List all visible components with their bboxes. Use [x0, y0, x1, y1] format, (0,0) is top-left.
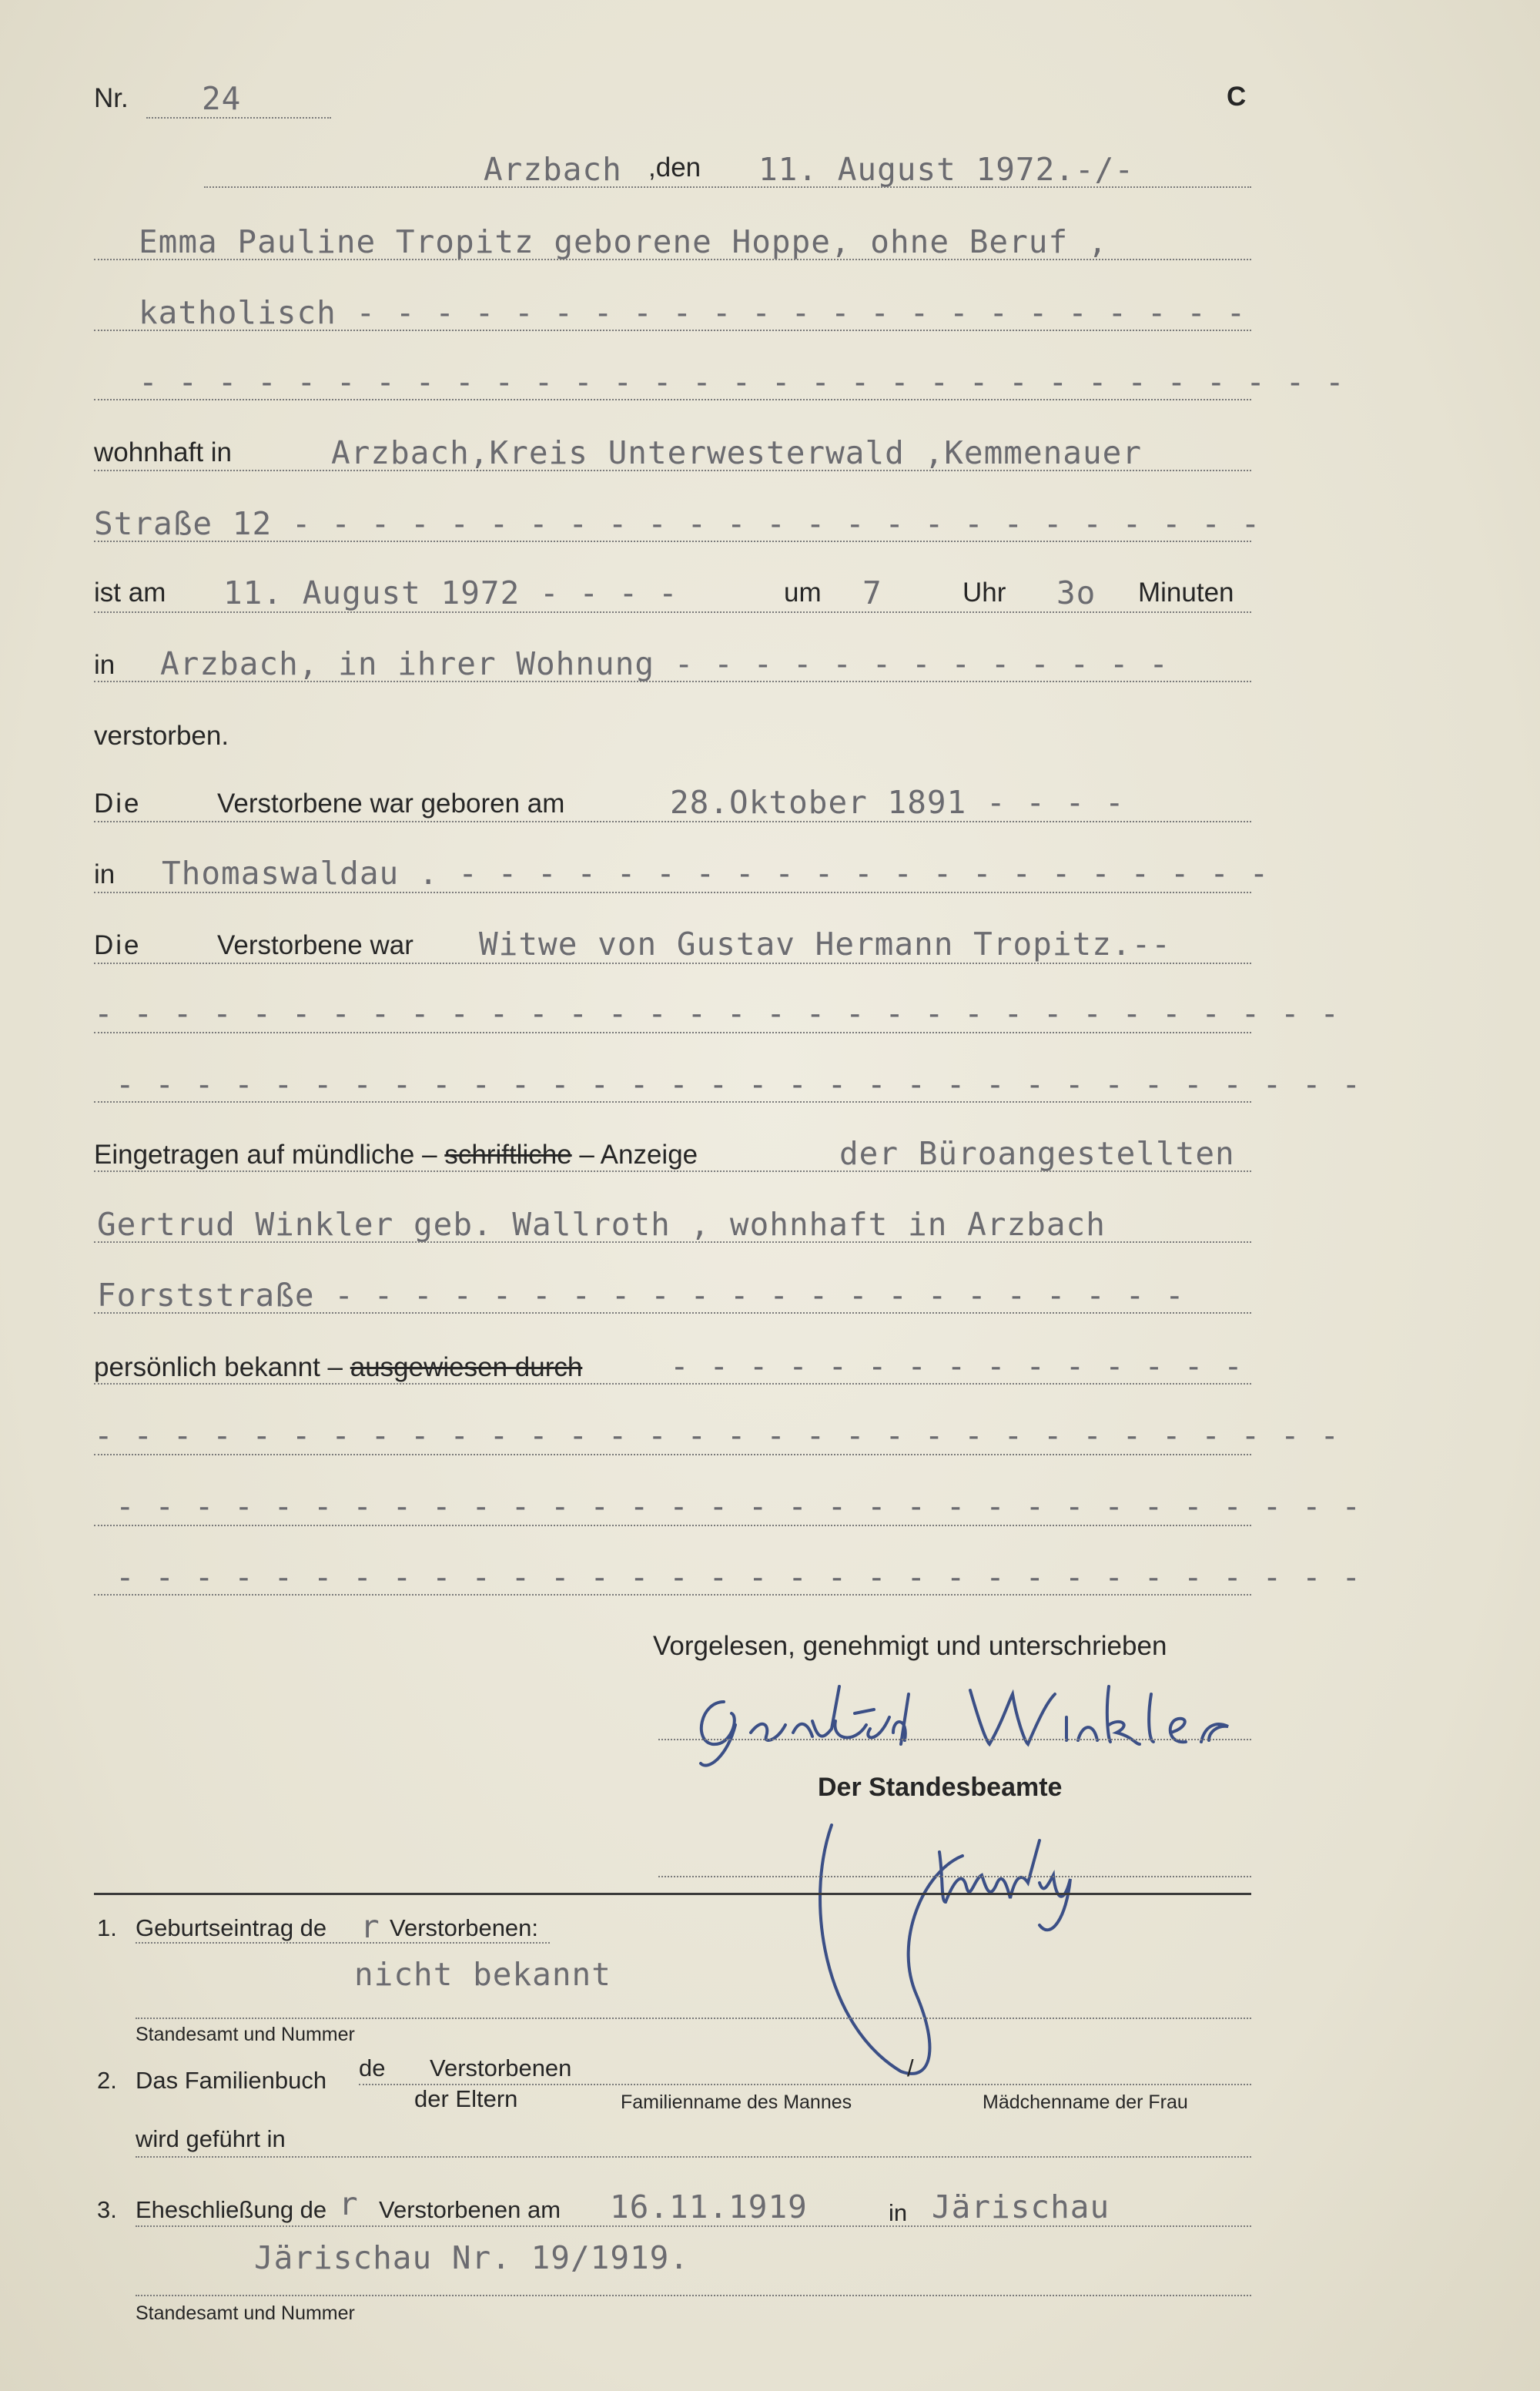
- note3-in: in: [889, 2199, 908, 2226]
- note2-verstorbenen: Verstorbenen: [430, 2054, 572, 2081]
- blank-underline-3: [94, 1101, 1251, 1103]
- name-underline: [94, 259, 1251, 260]
- informant-signature: [678, 1671, 1247, 1779]
- report-label: [94, 1140, 698, 1170]
- identity-label-struck: ausgewiesen durch: [350, 1352, 583, 1382]
- street-underline: [94, 541, 1251, 542]
- residence-label: wohnhaft in: [94, 437, 233, 467]
- blank-line-3: - - - - - - - - - - - - - - - - - - - - - - - - - - - - - - - -: [116, 1066, 1362, 1103]
- blank-underline-2: [94, 1032, 1251, 1033]
- religion-underline: [94, 330, 1251, 331]
- report-underline: [94, 1170, 1251, 1172]
- note3-label-b: Verstorbenen am: [379, 2196, 561, 2223]
- den-label: ,den: [648, 152, 701, 183]
- birth-underline: [94, 821, 1251, 822]
- registrar-signature: [808, 1810, 1132, 2087]
- death-date-label: ist am: [94, 578, 166, 608]
- identity-label-prefix: persönlich bekannt –: [94, 1352, 343, 1382]
- report-label-suffix: – Anzeige: [579, 1140, 698, 1170]
- identity-underline: [94, 1383, 1251, 1385]
- residence-value: Arzbach,Kreis Unterwesterwald ,Kemmenauer: [331, 434, 1143, 471]
- note2-eltern: der Eltern: [414, 2085, 518, 2112]
- note3-number: 3.: [97, 2196, 117, 2223]
- nr-label: Nr.: [94, 83, 129, 113]
- note2-gefuehrt-underline: [136, 2156, 1251, 2158]
- note1-label-b: Verstorbenen:: [390, 1914, 539, 1941]
- death-place-label: in: [94, 650, 116, 680]
- report-value: der Büroangestellten: [839, 1135, 1235, 1172]
- blank-line-6: - - - - - - - - - - - - - - - - - - - - - - - - - - - - - - - -: [116, 1559, 1362, 1596]
- note3-underline: [136, 2225, 1251, 2227]
- note1-label-underline: [136, 1942, 550, 1944]
- identity-label: [94, 1352, 582, 1383]
- informant-street-value: Forststraße - - - - - - - - - - - - - - - - - - - - - -: [97, 1277, 1185, 1314]
- identity-value: - - - - - - - - - - - - - - -: [670, 1348, 1244, 1385]
- date-underline: [204, 186, 1251, 188]
- status-value: Witwe von Gustav Hermann Tropitz.--: [479, 926, 1171, 963]
- death-place-underline: [94, 681, 1251, 682]
- blank-underline-5: [94, 1525, 1251, 1526]
- birth-date-value: 28.Oktober 1891 - - - -: [670, 784, 1125, 821]
- blank-line-2: - - - - - - - - - - - - - - - - - - - - - - - - - - - - - - - -: [94, 995, 1341, 1032]
- blank-line-4: - - - - - - - - - - - - - - - - - - - - - - - - - - - - - - - -: [94, 1417, 1341, 1454]
- note2-slash: /: [907, 2054, 914, 2081]
- death-um-label: um: [784, 578, 822, 608]
- nr-underline: [146, 117, 331, 119]
- blank-line-1: - - - - - - - - - - - - - - - - - - - - - - - - - - - - - - -: [139, 363, 1345, 400]
- notes-divider: [94, 1893, 1251, 1895]
- death-minutes-value: 3o: [1056, 574, 1096, 611]
- note1-value-underline: [136, 2018, 1251, 2019]
- note1-label-a: Geburtseintrag de: [136, 1914, 327, 1941]
- death-underline: [94, 611, 1251, 613]
- birth-text-label: Verstorbene war geboren am: [217, 789, 565, 819]
- registrar-signature-underline: [658, 1876, 1251, 1877]
- blank-underline-1: [94, 399, 1251, 400]
- birth-place-label: in: [94, 859, 116, 889]
- death-place-value: Arzbach, in ihrer Wohnung - - - - - - - - - - - - -: [160, 645, 1169, 682]
- registrar-label: Der Standesbeamte: [818, 1773, 1063, 1802]
- deceased-name: Emma Pauline Tropitz geborene Hoppe, ohne Beruf ,: [139, 223, 1108, 260]
- status-text-label: Verstorbene war: [217, 930, 413, 960]
- note2-label: Das Familienbuch: [136, 2067, 327, 2094]
- note3-place: Järischau: [932, 2188, 1110, 2225]
- note2-caption-frau: Mädchenname der Frau: [983, 2091, 1188, 2113]
- informant-signature-underline: [658, 1739, 1251, 1740]
- blank-underline-6: [94, 1594, 1251, 1596]
- blank-line-5: - - - - - - - - - - - - - - - - - - - - - - - - - - - - - - - -: [116, 1488, 1362, 1525]
- note1-value: nicht bekannt: [354, 1956, 611, 1993]
- note1-number: 1.: [97, 1914, 117, 1941]
- status-underline: [94, 963, 1251, 964]
- birth-place-underline: [94, 892, 1251, 893]
- religion-value: katholisch - - - - - - - - - - - - - - - - - - - - - - -: [139, 294, 1247, 331]
- death-uhr-label: Uhr: [962, 578, 1006, 608]
- death-minuten-label: Minuten: [1138, 578, 1234, 608]
- note3-date: 16.11.1919: [610, 2188, 808, 2225]
- informant-underline: [94, 1241, 1251, 1243]
- read-approved-label: Vorgelesen, genehmigt und unterschrieben: [653, 1631, 1167, 1661]
- informant-street-underline: [94, 1312, 1251, 1314]
- report-label-struck: schriftliche: [444, 1140, 572, 1170]
- blank-underline-4: [94, 1454, 1251, 1455]
- note3-registry-underline: [136, 2295, 1251, 2296]
- note3-typed-r: r: [339, 2185, 359, 2222]
- note2-de: de: [359, 2054, 386, 2081]
- informant-value: Gertrud Winkler geb. Wallroth , wohnhaft in Arzbach: [97, 1206, 1106, 1243]
- note3-caption: Standesamt und Nummer: [136, 2302, 355, 2324]
- verstorben-label: verstorben.: [94, 721, 229, 751]
- note1-caption: Standesamt und Nummer: [136, 2024, 355, 2045]
- nr-value: 24: [202, 80, 242, 117]
- note2-number: 2.: [97, 2067, 117, 2094]
- street-value: Straße 12 - - - - - - - - - - - - - - - - - - - - - - - - -: [94, 505, 1261, 542]
- status-die-label: Die: [94, 930, 142, 960]
- place-value: Arzbach: [484, 151, 622, 188]
- birth-place-value: Thomaswaldau . - - - - - - - - - - - - - - - - - - - - -: [162, 855, 1270, 892]
- corner-letter: C: [1227, 82, 1247, 112]
- note2-gefuehrt: wird geführt in: [136, 2125, 286, 2152]
- report-label-prefix: Eingetragen auf mündliche –: [94, 1140, 437, 1170]
- note3-label-a: Eheschließung de: [136, 2196, 327, 2223]
- death-date-value: 11. August 1972 - - - -: [223, 574, 678, 611]
- note2-caption-mann: Familienname des Mannes: [621, 2091, 852, 2113]
- birth-die-label: Die: [94, 789, 142, 819]
- residence-underline: [94, 470, 1251, 471]
- date-value: 11. August 1972.-/-: [758, 151, 1134, 188]
- note3-registry: Järischau Nr. 19/1919.: [254, 2239, 690, 2276]
- note1-typed-r: r: [360, 1908, 380, 1945]
- death-hour-value: 7: [862, 574, 882, 611]
